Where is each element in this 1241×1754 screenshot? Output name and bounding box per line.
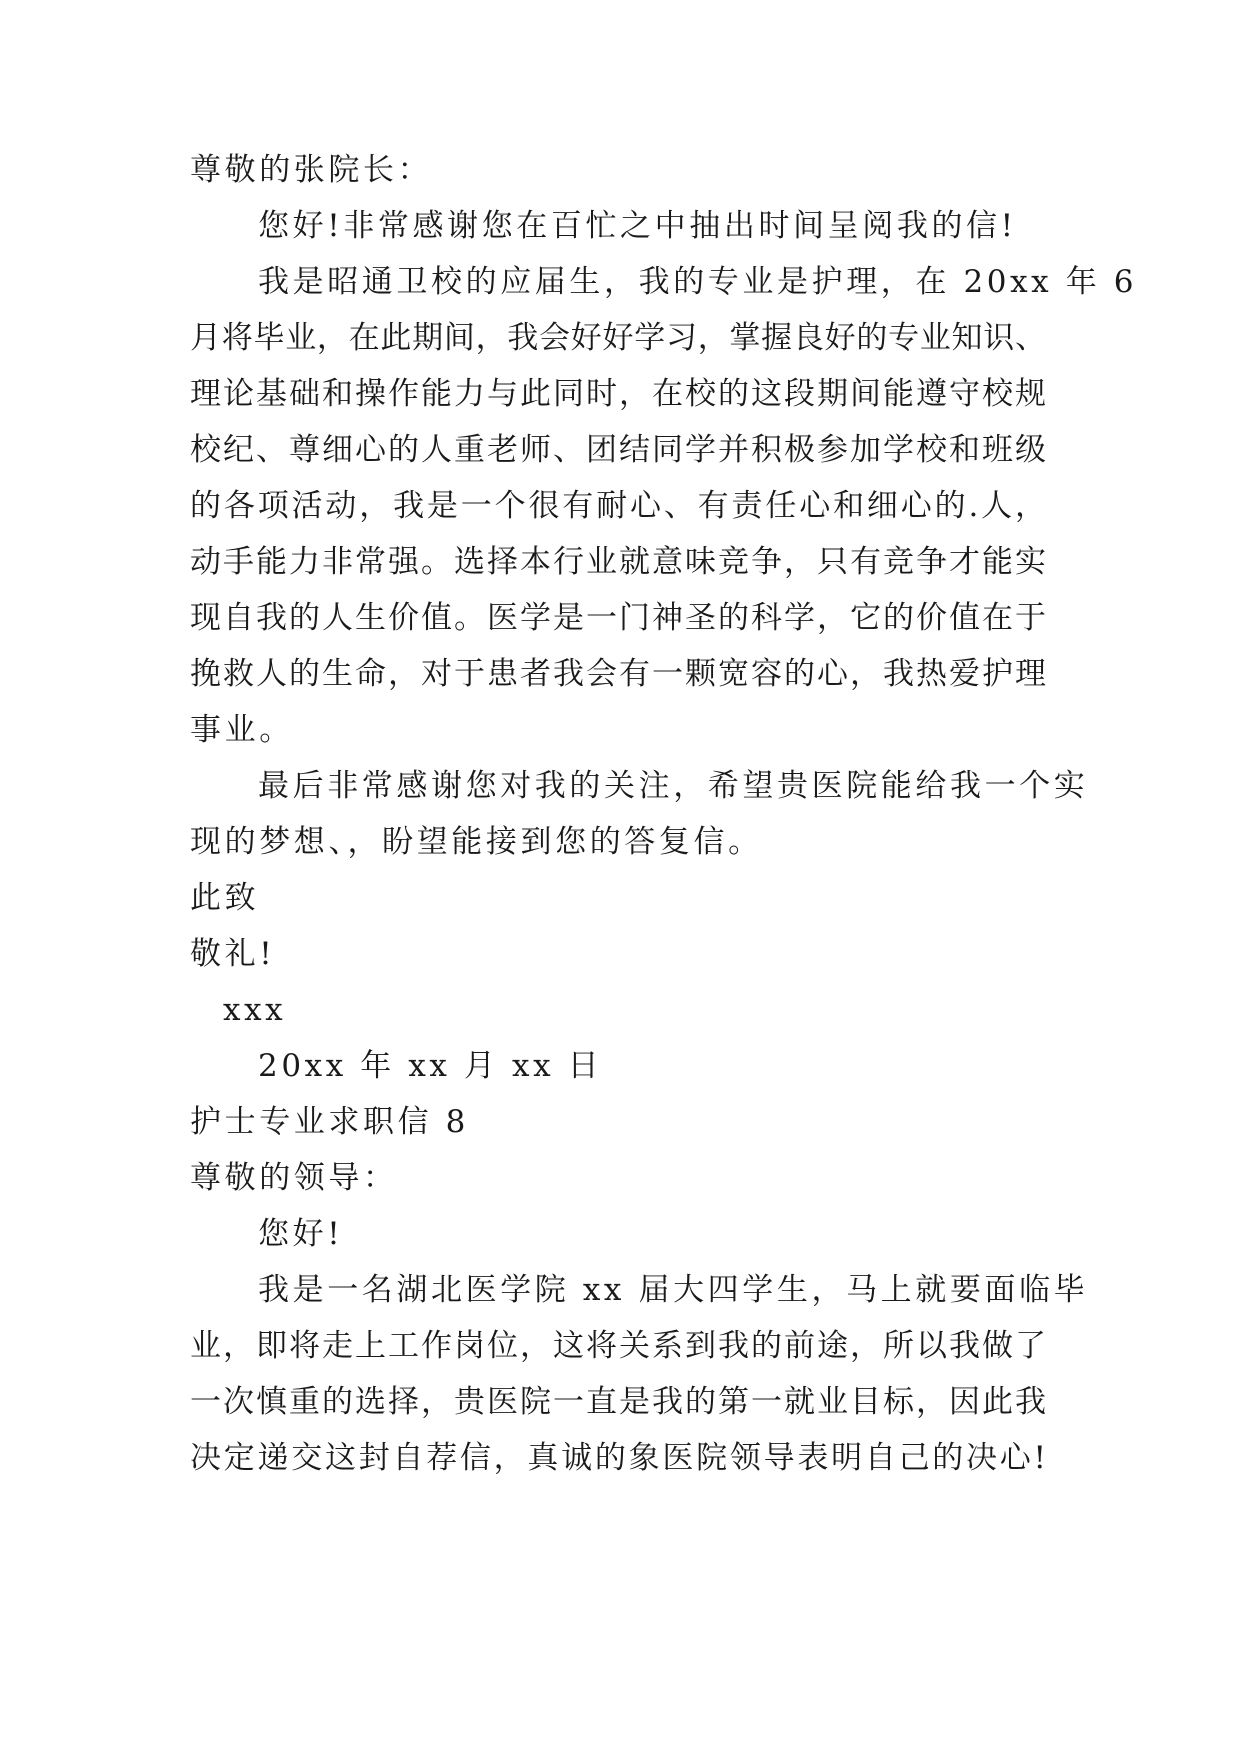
letter1-closing: 敬礼! bbox=[190, 936, 276, 972]
letter1-closing: 此致 bbox=[190, 880, 260, 916]
letter2-salutation: 尊敬的领导： bbox=[190, 1160, 398, 1196]
letter1-body-line: 的各项活动，我是一个很有耐心、有责任心和细心的.人， bbox=[190, 488, 1046, 524]
letter1-date: 20xx 年 xx 月 xx 日 bbox=[258, 1048, 603, 1084]
letter2-body-line: 决定递交这封自荐信，真诚的象医院领导表明自己的决心! bbox=[190, 1440, 1046, 1476]
letter1-body-line: 事业。 bbox=[190, 712, 294, 748]
letter1-body-line: 校纪、尊细心的人重老师、团结同学并积极参加学校和班级 bbox=[190, 432, 1046, 468]
letter2-body-line: 业，即将走上工作岗位，这将关系到我的前途，所以我做了 bbox=[190, 1328, 1046, 1364]
letter1-signature: xxx bbox=[223, 992, 287, 1028]
letter2-body-line: 我是一名湖北医学院 xx 届大四学生，马上就要面临毕 bbox=[258, 1272, 1089, 1308]
letter1-body-line: 挽救人的生命，对于患者我会有一颗宽容的心，我热爱护理 bbox=[190, 656, 1046, 692]
letter1-body-line: 我是昭通卫校的应届生，我的专业是护理，在 20xx 年 6 bbox=[258, 264, 1138, 300]
letter1-body-line: 现的梦想、，盼望能接到您的答复信。 bbox=[190, 824, 763, 860]
letter1-greeting: 您好!非常感谢您在百忙之中抽出时间呈阅我的信! bbox=[258, 208, 1017, 244]
letter2-body-line: 一次慎重的选择，贵医院一直是我的第一就业目标，因此我 bbox=[190, 1384, 1046, 1420]
letter1-body-line: 现自我的人生价值。医学是一门神圣的科学，它的价值在于 bbox=[190, 600, 1046, 636]
letter1-body-line: 最后非常感谢您对我的关注，希望贵医院能给我一个实 bbox=[258, 768, 1089, 804]
section-title: 护士专业求职信 8 bbox=[190, 1104, 469, 1140]
letter1-body-line: 月将毕业，在此期间，我会好好学习，掌握良好的专业知识、 bbox=[190, 320, 1046, 356]
letter1-body-line: 理论基础和操作能力与此同时，在校的这段期间能遵守校规 bbox=[190, 376, 1046, 412]
letter1-body-line: 动手能力非常强。选择本行业就意味竞争，只有竞争才能实 bbox=[190, 544, 1046, 580]
letter1-salutation: 尊敬的张院长： bbox=[190, 152, 433, 188]
letter2-greeting: 您好! bbox=[258, 1216, 344, 1252]
